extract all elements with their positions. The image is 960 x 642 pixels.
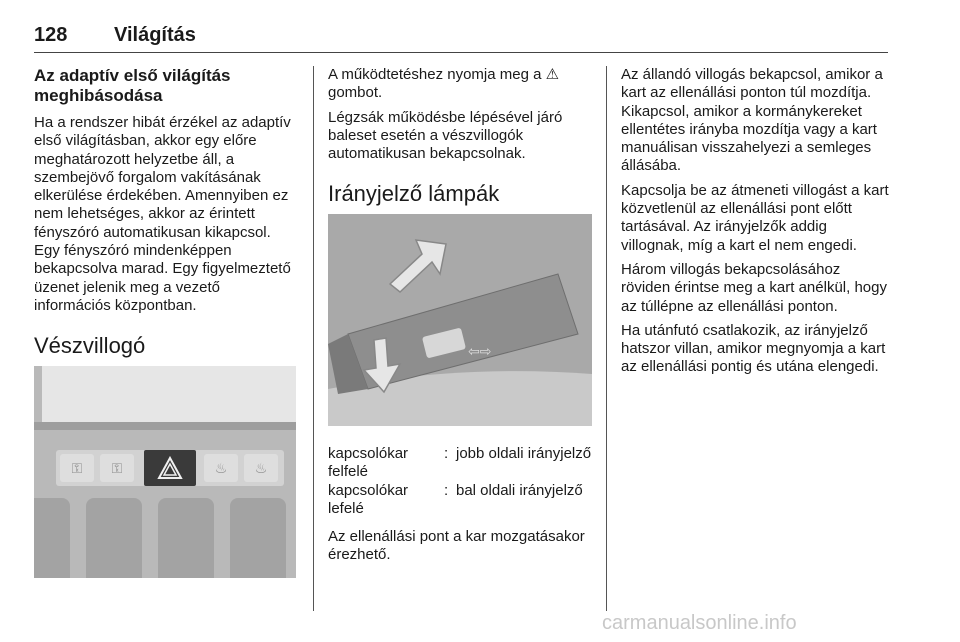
turn-signal-stalk-image <box>328 214 592 426</box>
section-title-turn-signals: Irányjelző lámpák <box>328 181 500 207</box>
panel-display <box>42 366 296 422</box>
air-vent <box>34 498 70 578</box>
column-right <box>621 66 889 383</box>
definition-desc: jobb oldali irányjelző <box>456 445 592 462</box>
paragraph-adaptive-light-failure: Ha a rendszer hibát érzékel az adaptív első világításban, akkor egy előre meghatározott helyzetbe áll, a szembejövő forgalom vakításának elkerülése érdekében. Amennyiben ez nem lehetséges, akkor az érintett fényszóró automatikusan kikapcsol. Egy fényszóró mindenképpen bekapcsolva marad. Egy figyelmeztető üzenet jelenik meg a vezető információs központban. <box>34 114 291 314</box>
air-vent <box>158 498 214 578</box>
section-title-hazard-lights: Vészvillogó <box>34 333 146 359</box>
airbag-lock-icon: ⚿ <box>60 454 94 482</box>
paragraph-resistance-point: Az ellenállási pont a kar mozgatásakor érezhető. <box>328 528 585 564</box>
paragraph-temporary-flashing: Kapcsolja be az átmeneti villogást a kart közvetlenül az ellenállási pont előtt tartásával. Az irányjelzők addig villognak, míg a kart el nem engedi. <box>621 181 889 254</box>
button-strip <box>56 450 284 486</box>
seat-heater-icon: ♨ <box>244 454 278 482</box>
hazard-warning-icon: ⚠ <box>545 66 560 83</box>
paragraph-hazard-operation <box>328 66 596 103</box>
column-divider <box>606 66 607 611</box>
paragraph-three-flashes: Három villogás bekapcsolásához röviden érintse meg a kart anélkül, hogy az túllépne az ellenállási ponton. <box>621 260 887 315</box>
watermark: carmanualsonline.info <box>602 612 797 634</box>
definition-row <box>328 482 596 519</box>
airbag-lock-icon: ⚿ <box>100 454 134 482</box>
hazard-operation-text: A működtetéshez nyomja meg a <box>328 66 542 83</box>
page-number: 128 <box>34 24 68 46</box>
section-heading-adaptive-light-failure: Az adaptív első világítás meghibásodása <box>34 66 231 105</box>
column-middle <box>328 66 596 207</box>
definition-colon: : <box>444 445 449 462</box>
hazard-operation-end: gombot. <box>328 84 383 102</box>
page-header <box>34 22 888 53</box>
running-title: Világítás <box>114 24 196 46</box>
paragraph-airbag-hazard: Légzsák működésbe lépésével járó baleset esetén a vészvillogók automatikusan bekapcsolnak. <box>328 108 563 163</box>
definition-term: kapcsolókar felfelé <box>328 445 409 481</box>
paragraph-trailer-flashing: Ha utánfutó csatlakozik, az irányjelző hatszor villan, amikor megnyomja a kart az ellenállási pontig és utána elengedi. <box>621 321 886 376</box>
air-vent <box>86 498 142 578</box>
column-divider <box>313 66 314 611</box>
definition-list <box>328 445 596 518</box>
definition-colon: : <box>444 481 449 499</box>
hazard-button-panel-image <box>34 366 296 578</box>
panel-frame <box>34 422 296 430</box>
hazard-button <box>144 450 196 486</box>
definition-desc: bal oldali irányjelző <box>456 481 583 499</box>
seat-heater-icon: ♨ <box>204 454 238 482</box>
definition-term: kapcsolókar lefelé <box>328 481 409 517</box>
definition-row <box>328 445 596 482</box>
paragraph-continuous-flashing: Az állandó villogás bekapcsol, amikor a kart az ellenállási ponton túl mozdítja. Kikapcsol, amikor a kormánykereket ellentétes irányba mozdítja vagy a kart manuálisan visszahelyezi a semleges állásába. <box>621 66 883 175</box>
stalk-illustration <box>328 214 592 426</box>
svg-text:⇦⇨: ⇦⇨ <box>468 344 492 360</box>
air-vent <box>230 498 286 578</box>
hazard-triangle-icon <box>144 450 196 486</box>
column-left <box>34 66 296 359</box>
